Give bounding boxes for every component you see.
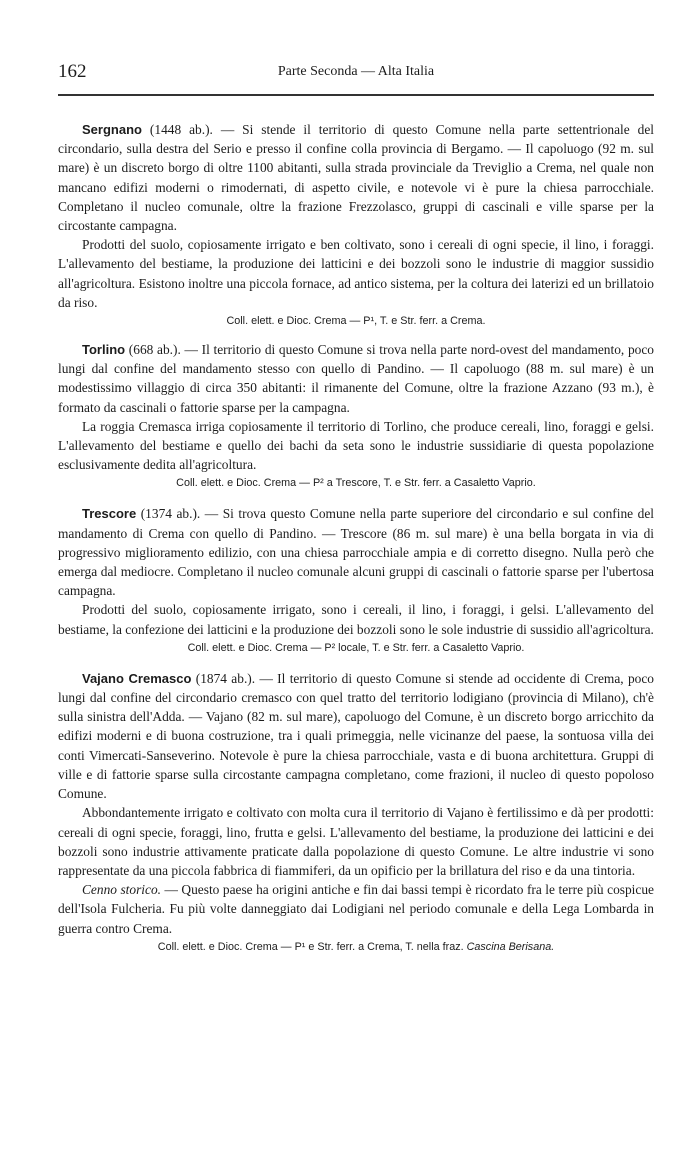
entry-sergnano-note: Coll. elett. e Dioc. Crema — P¹, T. e Str. ferr. a Crema. (226, 315, 486, 328)
entry-name-sergnano: Sergnano (82, 122, 142, 137)
entry-sergnano-paragraph (58, 120, 654, 235)
entry-sergnano-lead: (1448 ab.). — Si stende il territorio di questo Comune nella parte settentrionale del circondario, sulla destra del Serio e presso il confine colla provincia di Bergamo. — Il capoluogo (92 m. sul mare) è un discreto borgo di oltre 1100 abitanti, sulla strada provinciale da Treviglio a Crema, nel quale non mancano edifizi moderni o rimodernati, di aspetto civile, e notevole vi è pure la chiesa parrocchiale. Completano il nucleo comunale, oltre la frazione Frezzolasco, gruppi di cascinali e ville sparse per la circostante campagna. (58, 122, 654, 234)
entry-vajano-lead: (1874 ab.). — Il territorio di questo Comune si stende ad occidente di Crema, poco lungi dal confine del circondario cremasco con quel tratto del territorio lodigiano (provincia di Milano), ch'è sulla sinistra dell'Adda. — Vajano (82 m. sul mare), capoluogo del Comune, è un discreto borgo arricchito da edifizi moderni e di buona costruzione, tra i quali primeggia, nelle vicinanze del paese, la sontuosa villa dei conti Vimercati-Sanseverino. Notevole è pure la chiesa parrocchiale, vasta e di buona architettura. Gruppi di ville e di fattorie sparse sulla circostante campagna completano, come frazioni, il nucleo di questo popoloso Comune. (58, 670, 655, 802)
entry-vajano-paragraph (58, 669, 654, 803)
entry-vajano-storico (58, 880, 654, 938)
entry-name-trescore: Trescore (82, 506, 137, 522)
page-content (58, 120, 654, 956)
storico-label: Cenno storico. (82, 882, 162, 898)
vajano-note-italic: Cascina Berisana. (466, 940, 555, 953)
entry-torlino-lead: (668 ab.). — Il territorio di questo Comune si trova nella parte nord-ovest del mandamento, poco lungi dal confine del mandamento stesso con quello di Pandino. — Il capoluogo (88 m. sul mare) è un modestissimo villaggio di circa 350 abitanti: il rimanente del Comune, oltre la frazione Azzano (93 m.), è formato da cascinali o fattorie sparse per la campagna. (58, 342, 654, 415)
book-page (58, 60, 654, 956)
entry-torlino-note: Coll. elett. e Dioc. Crema — P² a Trescore, T. e Str. ferr. a Casaletto Vaprio. (176, 477, 536, 490)
entry-torlino-products: La roggia Cremasca irriga copiosamente il territorio di Torlino, che produce cereali, lino, foraggi e gelsi. L'allevamento del bestiame e quello dei bachi da seta sono le industrie sussidiarie di questa popolazione esclusivamente dedita all'agricoltura. (58, 418, 654, 473)
entry-name-vajano: Vajano Cremasco (82, 670, 192, 686)
entry-name-torlino: Torlino (82, 342, 126, 358)
entry-trescore-paragraph (58, 504, 654, 600)
page-header (58, 60, 654, 84)
entry-torlino-paragraph (58, 340, 654, 417)
entry-trescore-products: Prodotti del suolo, copiosamente irrigato, sono i cereali, il lino, i foraggi, i gelsi. L'allevamento del bestiame, la confezione dei latticini e la produzione dei bozzoli sono le sole industrie di sussidio all'agricoltura. (58, 602, 654, 637)
entry-vajano-note (58, 939, 654, 956)
page-number: 162 (58, 61, 87, 82)
vajano-note-text: Coll. elett. e Dioc. Crema — P¹ e Str. ferr. a Crema, T. nella fraz. (157, 940, 467, 953)
running-title: Parte Seconda — Alta Italia (277, 64, 435, 79)
entry-vajano-products: Abbondantemente irrigato e coltivato con molta cura il territorio di Vajano è fertilissimo e dà per prodotti: cereali di ogni specie, foraggi, lino, frutta e gelsi. L'allevamento del bestiame, la produzione dei latticini e dei bozzoli sono industrie attivamente praticate dalla popolazione di questo Comune. Le altre industrie vi sono rappresentate da una piccola fabbrica di fiammiferi, da un opificio per la brillatura del riso e da una tintoria. (58, 805, 654, 878)
entry-trescore-note: Coll. elett. e Dioc. Crema — P² locale, T. e Str. ferr. a Casaletto Vaprio. (187, 641, 525, 654)
header-rule (58, 94, 654, 96)
storico-text: — Questo paese ha origini antiche e fin dai bassi tempi è ricordato fra le terre più cospicue dell'Isola Fulcheria. Fu più volte danneggiato dai Lodigiani nel periodo comunale e della Lega Lombarda in guerra contro Crema. (58, 882, 654, 936)
entry-sergnano-products: Prodotti del suolo, copiosamente irrigato e ben coltivato, sono i cereali di ogni specie, il lino, i foraggi. L'allevamento del bestiame, la produzione dei latticini e dei bozzoli sono le industrie di maggior sussidio all'agricoltura. Esistono inoltre una piccola fornace, ad antico sistema, per la coltura dei laterizi ed un brillatoio da riso. (58, 237, 654, 310)
entry-trescore-lead: (1374 ab.). — Si trova questo Comune nella parte superiore del circondario e sul confine del mandamento di Crema con quello di Pandino. — Trescore (86 m. sul mare) è una bella borgata in via di progressivo miglioramento edilizio, con una chiesa parrocchiale ampia e di corretto disegno. Nulla però che emerga dal mediocre. Completano il nucleo comunale alcuni gruppi di cascinali o fattorie sparse per l'ubertosa campagna. (58, 506, 654, 599)
